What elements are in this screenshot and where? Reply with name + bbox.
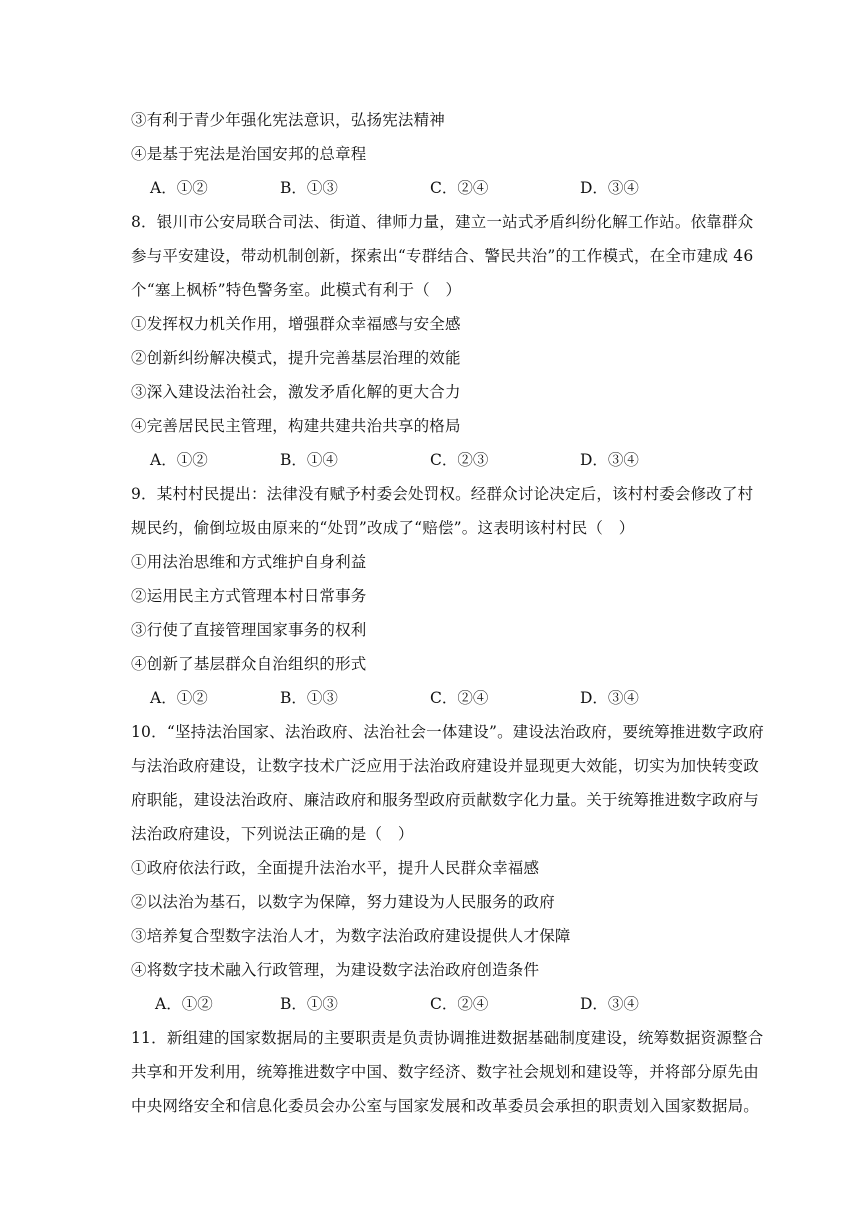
q8-option-a[interactable]: A．①② [150,451,208,469]
q10-option-b[interactable]: B．①③ [280,995,338,1013]
q7-item-4: ④是基于宪法是治国安邦的总章程 [131,145,367,163]
q9-item-4: ④创新了基层群众自治组织的形式 [131,655,367,673]
q10-item-1: ①政府依法行政，全面提升法治水平，提升人民群众幸福感 [131,859,540,877]
q7-option-c[interactable]: C．②④ [430,179,489,197]
q8-option-c[interactable]: C．②③ [430,451,489,469]
q10-option-d[interactable]: D．③④ [580,995,639,1013]
q9-option-b[interactable]: B．①③ [280,689,338,707]
q11-stem-line-2: 共享和开发利用，统筹推进数字中国、数字经济、数字社会规划和建设等，并将部分原先由 [131,1063,760,1081]
q9-option-a[interactable]: A．①② [150,689,208,707]
q9-options [150,688,710,708]
q10-option-c[interactable]: C．②④ [430,995,489,1013]
q7-options [150,178,710,198]
q9-option-c[interactable]: C．②④ [430,689,489,707]
q9-stem-line-2: 规民约，偷倒垃圾由原来的“处罚”改成了“赔偿”。这表明该村村民（ ） [131,519,635,537]
q11-stem-line-1: 11．新组建的国家数据局的主要职责是负责协调推进数据基础制度建设，统筹数据资源整合 [131,1029,764,1047]
q9-item-2: ②运用民主方式管理本村日常事务 [131,587,367,605]
q9-option-d[interactable]: D．③④ [580,689,639,707]
q10-stem-line-1: 10．“坚持法治国家、法治政府、法治社会一体建设”。建设法治政府，要统筹推进数字政府 [131,723,764,741]
q10-item-3: ③培养复合型数字法治人才，为数字法治政府建设提供人才保障 [131,927,571,945]
q8-options [150,450,710,470]
q10-stem-line-2: 与法治政府建设，让数字技术广泛应用于法治政府建设并显现更大效能，切实为加快转变政 [131,757,760,775]
q10-stem-line-4: 法治政府建设，下列说法正确的是（ ） [131,825,414,843]
q11-stem-line-3: 中央网络安全和信息化委员会办公室与国家发展和改革委员会承担的职责划入国家数据局。 [131,1097,760,1115]
q10-options [155,994,715,1014]
q9-item-1: ①用法治思维和方式维护自身利益 [131,553,367,571]
q8-stem-line-2: 参与平安建设，带动机制创新，探索出“专群结合、警民共治”的工作模式，在全市建成 46 [131,247,754,265]
q8-item-3: ③深入建设法治社会，激发矛盾化解的更大合力 [131,383,461,401]
q9-stem-line-1: 9．某村村民提出：法律没有赋予村委会处罚权。经群众讨论决定后，该村村委会修改了村 [131,485,754,503]
q7-item-3: ③有利于青少年强化宪法意识，弘扬宪法精神 [131,111,446,129]
q7-option-a[interactable]: A．①② [150,179,208,197]
q7-option-d[interactable]: D．③④ [580,179,639,197]
q8-item-4: ④完善居民民主管理，构建共建共治共享的格局 [131,417,461,435]
q8-item-2: ②创新纠纷解决模式，提升完善基层治理的效能 [131,349,461,367]
q8-option-b[interactable]: B．①④ [280,451,338,469]
q10-option-a[interactable]: A．①② [155,995,213,1013]
q10-stem-line-3: 府职能，建设法治政府、廉洁政府和服务型政府贡献数字化力量。关于统筹推进数字政府与 [131,791,760,809]
q8-stem-line-1: 8．银川市公安局联合司法、街道、律师力量，建立一站式矛盾纠纷化解工作站。依靠群众 [131,213,754,231]
q8-stem-line-3: 个“塞上枫桥”特色警务室。此模式有利于（ ） [131,281,462,299]
q10-item-2: ②以法治为基石，以数字为保障，努力建设为人民服务的政府 [131,893,555,911]
q7-option-b[interactable]: B．①③ [280,179,338,197]
q10-item-4: ④将数字技术融入行政管理，为建设数字法治政府创造条件 [131,961,540,979]
q9-item-3: ③行使了直接管理国家事务的权利 [131,621,367,639]
q8-item-1: ①发挥权力机关作用，增强群众幸福感与安全感 [131,315,461,333]
q8-option-d[interactable]: D．③④ [580,451,639,469]
